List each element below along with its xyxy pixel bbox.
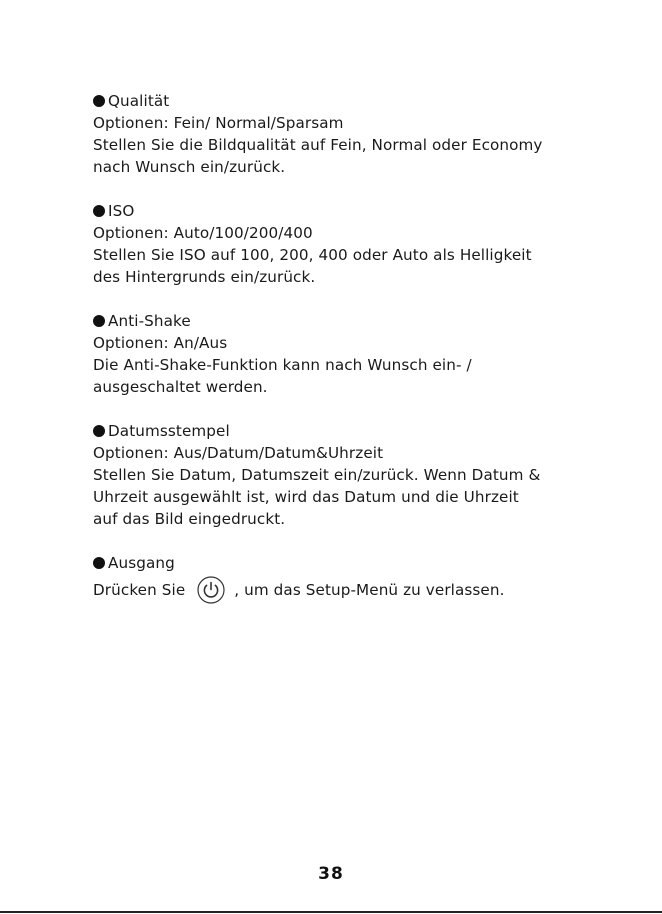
section-ausgang — [93, 552, 593, 604]
section-anti-shake — [93, 310, 593, 398]
section-heading — [93, 420, 593, 442]
description-line: nach Wunsch ein/zurück. — [93, 158, 286, 176]
section-iso — [93, 200, 593, 288]
description-line: auf das Bild eingedruckt. — [93, 510, 286, 528]
description-line: Stellen Sie die Bildqualität auf Fein, Normal oder Economy — [93, 136, 543, 154]
heading-text: Ausgang — [108, 554, 175, 572]
description-line: Uhrzeit ausgewählt ist, wird das Datum und die Uhrzeit — [93, 488, 519, 506]
options-line: Optionen: An/Aus — [93, 334, 228, 352]
heading-text: Anti-Shake — [108, 312, 191, 330]
heading-text: Datumsstempel — [108, 422, 230, 440]
section-heading — [93, 552, 593, 574]
bottom-rule — [0, 911, 662, 913]
exit-instruction — [93, 576, 593, 604]
description-line: Stellen Sie Datum, Datumszeit ein/zurück. Wenn Datum & — [93, 466, 541, 484]
section-qualitaet — [93, 90, 593, 178]
power-icon — [197, 576, 225, 604]
bullet-icon — [93, 95, 105, 107]
options-line: Optionen: Aus/Datum/Datum&Uhrzeit — [93, 444, 384, 462]
bullet-icon — [93, 315, 105, 327]
description-line: des Hintergrunds ein/zurück. — [93, 268, 316, 286]
bullet-icon — [93, 205, 105, 217]
bullet-icon — [93, 557, 105, 569]
options-line: Optionen: Auto/100/200/400 — [93, 224, 313, 242]
section-heading — [93, 310, 593, 332]
instruction-text-after: , um das Setup-Menü zu verlassen. — [234, 581, 505, 599]
section-datumsstempel — [93, 420, 593, 530]
description-line: Die Anti-Shake-Funktion kann nach Wunsch ein- / — [93, 356, 472, 374]
bullet-icon — [93, 425, 105, 437]
section-heading — [93, 90, 593, 112]
manual-content — [93, 90, 593, 626]
options-line: Optionen: Fein/ Normal/Sparsam — [93, 114, 344, 132]
section-heading — [93, 200, 593, 222]
description-line: ausgeschaltet werden. — [93, 378, 268, 396]
instruction-text-before: Drücken Sie — [93, 581, 186, 599]
description-line: Stellen Sie ISO auf 100, 200, 400 oder Auto als Helligkeit — [93, 246, 532, 264]
page-number: 38 — [318, 864, 344, 884]
heading-text: ISO — [108, 202, 135, 220]
heading-text: Qualität — [108, 92, 170, 110]
